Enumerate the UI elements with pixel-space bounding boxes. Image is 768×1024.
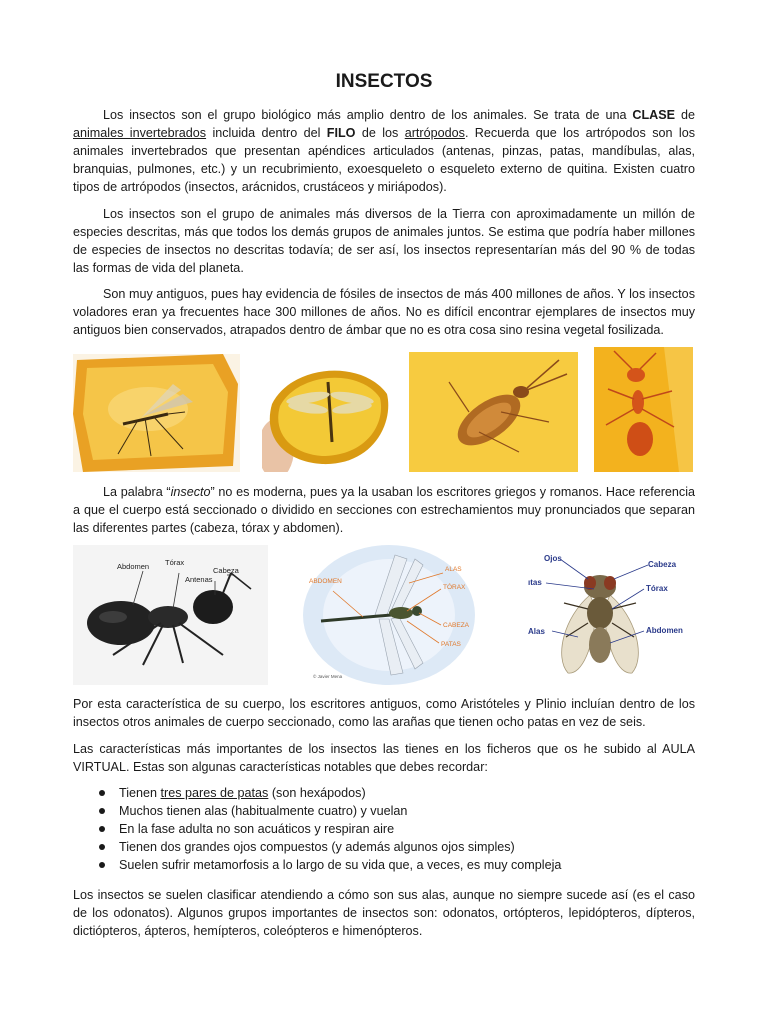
link-tres-pares-de-patas[interactable]: tres pares de patas	[160, 786, 269, 800]
paragraph-intro	[73, 106, 695, 196]
amber-ant-photo	[594, 347, 693, 472]
text: de	[675, 108, 695, 122]
text: ” no es moderna, pues ya la usaban los escritores griegos y romanos. Hace referencia a que el cuerpo está seccionado o dividido en secciones con estrechamientos muy pronunciados que separan las diferentes partes (cabeza, tórax y abdomen).	[73, 485, 695, 535]
text: . Recuerda que los artrópodos son los animales invertebrados que presentan apéndices articulados (antenas, pinzas, patas, mandíbulas, alas, branquias, pulmones, etc.) y un recubrimiento, exoesqueleto o esqueleto externo de quitina. Existen cuatro tipos de artrópodos (insectos, arácnidos, crustáceos y miriápodos).	[73, 126, 695, 194]
fly-anatomy-figure	[524, 547, 696, 683]
label-torax: Tórax	[165, 558, 185, 567]
text: (son hexápodos)	[268, 786, 366, 800]
text: Suelen sufrir metamorfosis a lo largo de su vida que, a veces, es muy compleja	[119, 858, 562, 872]
amber-mosquito-photo	[73, 354, 240, 472]
ant-anatomy-figure	[73, 545, 268, 685]
label-patas: PATAS	[441, 641, 461, 648]
label-antenas: Antenas	[185, 575, 213, 584]
amber-bug-photo	[409, 352, 578, 472]
label-ojos: Ojos	[544, 554, 562, 563]
italic-insecto: insecto	[170, 485, 211, 499]
characteristics-list	[73, 784, 695, 874]
list-item	[73, 820, 695, 838]
page-title: INSECTOS	[335, 71, 433, 92]
label-torax: TÓRAX	[443, 584, 466, 591]
label-cabeza: Cabeza	[648, 560, 677, 569]
label-abdomen: Abdomen	[646, 626, 683, 635]
list-item	[73, 838, 695, 856]
text: Tienen	[119, 786, 161, 800]
dragonfly-anatomy-figure	[303, 545, 476, 685]
label-alas: Alas	[528, 627, 545, 636]
bullet-icon	[99, 844, 105, 850]
paragraph-aula-virtual: Las características más importantes de los insectos las tienes en los ficheros que os he subido al AULA VIRTUAL. Estas son algunas características notables que debes recordar:	[73, 742, 695, 774]
label-abdomen: Abdomen	[117, 562, 150, 571]
text: incluida dentro del	[206, 126, 327, 140]
list-item	[73, 856, 695, 874]
bullet-icon	[99, 862, 105, 868]
bullet-icon	[99, 790, 105, 796]
label-antenas: ıtas	[528, 578, 542, 587]
text: de los	[355, 126, 405, 140]
label-cabeza: CABEZA	[443, 622, 470, 629]
paragraph-word-origin	[73, 483, 695, 537]
text: Tienen dos grandes ojos compuestos (y además algunos ojos simples)	[119, 840, 515, 854]
text: La palabra “	[103, 485, 171, 499]
paragraph-antiquity: Son muy antiguos, pues hay evidencia de fósiles de insectos de más 400 millones de años. Y los insectos voladores eran ya frecuentes hace 300 millones de años. No es difícil encontrar ejemplares de insectos muy antiguos bien conservados, atrapados dentro de ámbar que no es otra cosa sino resina vegetal fosilizada.	[73, 287, 695, 337]
bullet-icon	[99, 808, 105, 814]
text: En la fase adulta no son acuáticos y respiran aire	[119, 822, 395, 836]
paragraph-classification: Los insectos se suelen clasificar atendiendo a cómo son sus alas, aunque no siempre sucede así (es el caso de los odonatos). Algunos grupos importantes de insectos son: odonatos, ortópteros, lepidópteros, dípteros, dictiópteros, ápteros, hemípteros, coleópteros e himenópteros.	[73, 888, 695, 938]
text: Los insectos son el grupo biológico más amplio dentro de los animales. Se trata de una	[103, 108, 633, 122]
bullet-icon	[99, 826, 105, 832]
bold-clase: CLASE	[632, 108, 676, 122]
label-abdomen: ABDOMEN	[309, 578, 342, 585]
label-torax: Tórax	[646, 584, 668, 593]
label-alas: ALAS	[445, 566, 462, 573]
label-cabeza: Cabeza	[213, 566, 239, 575]
list-item	[73, 784, 695, 802]
link-artropodos[interactable]: artrópodos	[404, 126, 465, 140]
amber-dragonfly-photo	[262, 354, 392, 472]
label-credit: © Javier Mena	[313, 674, 343, 679]
bold-filo: FILO	[326, 126, 356, 140]
list-item	[73, 802, 695, 820]
paragraph-diversity: Los insectos son el grupo de animales más diversos de la Tierra con aproximadamente un millón de especies descritas, más que todos los demás grupos de animales juntos. Se estima que podría haber millones de especies de insectos no descritas todavía; de ser así, los insectos representarían más del 90 % de todas las formas de vida del planeta.	[73, 207, 695, 275]
paragraph-ancient-writers: Por esta característica de su cuerpo, los escritores antiguos, como Aristóteles y Plinio incluían dentro de los insectos otros animales de cuerpo seccionado, como las arañas que tienen ocho patas en vez de seis.	[73, 697, 695, 729]
link-animales-invertebrados[interactable]: animales invertebrados	[73, 126, 207, 140]
text: Muchos tienen alas (habitualmente cuatro) y vuelan	[119, 804, 408, 818]
